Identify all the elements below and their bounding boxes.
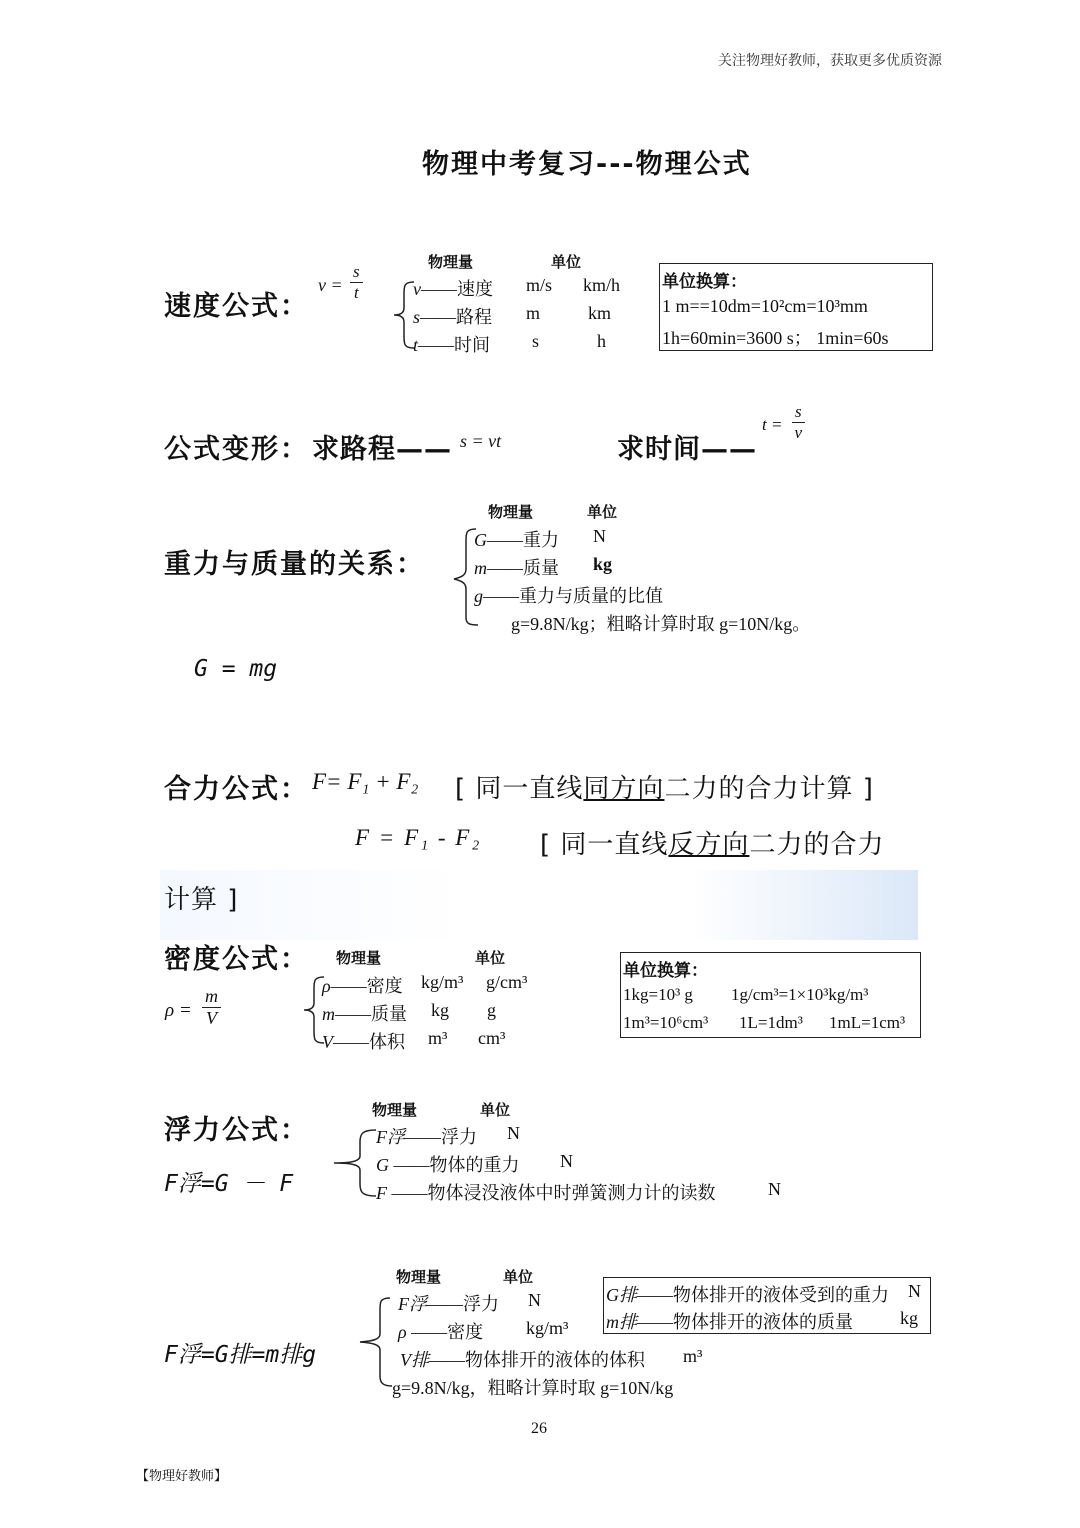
rho-name: 密度 [366,976,403,996]
speed-unit-header: 单位 [551,253,582,271]
ratio-sym: g [474,586,483,606]
density-conv-2a: 1m³=10⁶cm³ [623,1013,709,1032]
density-title: 密度公式： [164,944,309,975]
speed-row-velocity: v——速度 [413,279,493,299]
time-sym: t [413,335,419,355]
displaced-mass-desc: 物体排开的液体的质量 [673,1312,853,1332]
archimedes-formula: F浮=G排=m排g [164,1342,317,1368]
weight-name: 物体的重力 [429,1155,520,1175]
page-number: 26 [531,1420,547,1437]
displaced-weight-desc: 物体排开的液体受到的重力 [673,1285,889,1305]
desc2-part-b: 二力的合力 [749,830,885,860]
desc2-part-a: [ 同一直线 [540,830,669,860]
buoyancy-formula: F浮=G － F [164,1171,294,1197]
archimedes-box [603,1277,931,1334]
resultant-formula1: F= F₁ + F₂ [312,769,419,794]
gravity-unit-g: N [593,526,606,546]
gravity-formula: G = mg [194,656,278,682]
speed-quantity-header: 物理量 [428,253,474,271]
speed-row-time: t——时间 [413,335,491,355]
archimedes-unit-v: m³ [683,1346,703,1366]
gravity-quantity-header: 物理量 [488,503,534,521]
density-unit-header: 单位 [475,949,506,967]
density-unit2-v: cm³ [478,1028,506,1048]
speed-row-distance: s——路程 [413,307,493,327]
density-row-rho: ρ——密度 [322,976,403,996]
density-row-v: V——体积 [322,1032,405,1052]
buoyant-sym: F浮 [376,1127,405,1147]
speed-unit2-s: km [588,303,612,323]
density-conv-1b: 1g/cm³=1×10³kg/m³ [731,985,869,1004]
footer-brand: 【物理好教师】 [136,1469,228,1484]
density-unit1-rho: kg/m³ [421,972,464,992]
header-note: 关注物理好教师，获取更多优质资源 [718,53,942,69]
gravity-sym: G [474,530,487,550]
density-conv-2b: 1L=1dm³ [739,1013,803,1032]
buoyancy-unit-reading: N [768,1179,781,1199]
displaced-mass-sym: m排 [606,1312,637,1332]
density-mass-sym: m [322,1004,335,1024]
decorative-band [160,870,918,940]
speed-sym: v [413,279,421,299]
density-unit1-m: kg [431,1000,449,1020]
archimedes-box-row2: m排——物体排开的液体的质量 [606,1312,853,1332]
weight-sym: G [376,1155,389,1175]
archimedes-unit-f: N [528,1290,541,1310]
archimedes-brace [352,1296,392,1388]
distance-formula: s = vt [460,431,502,451]
find-distance-label: 求路程—— [312,434,452,465]
resultant-desc2-cont: 计算 ] [164,885,239,915]
volume-sym: V [322,1032,333,1052]
density-formula-num: m [202,986,221,1008]
archimedes-box-unit1: N [908,1281,921,1301]
time-formula-lhs: t = [762,415,783,434]
density-unit1-v: m³ [428,1028,448,1048]
archimedes-row-v: V排——物体排开的液体的体积 [400,1350,645,1370]
arch-buoyant-sym: F浮 [398,1294,427,1314]
gravity-unit-m: kg [593,554,613,574]
gravity-name: 重力 [523,530,559,550]
buoyancy-quantity-header: 物理量 [372,1101,418,1119]
archimedes-unit-header: 单位 [503,1268,534,1286]
desc1-same-direction: 同方向 [583,774,665,804]
time-formula-den: v [794,422,803,442]
archimedes-row-rho: ρ ——密度 [398,1322,484,1342]
density-formula-lhs: ρ = [165,1000,192,1021]
density-row-m: m——质量 [322,1004,407,1024]
density-conv-2c: 1mL=1cm³ [829,1013,906,1032]
resultant-formula2: F = F₁ - F₂ [355,825,482,850]
buoyancy-unit-header: 单位 [480,1101,511,1119]
buoyancy-unit-f: N [507,1123,520,1143]
gravity-title: 重力与质量的关系： [164,549,425,580]
distance-sym: s [413,307,421,327]
speed-unit2-t: h [597,331,606,351]
archimedes-note: g=9.8N/kg，粗略计算时取 g=10N/kg [392,1378,674,1398]
density-formula-den: V [206,1007,217,1028]
archimedes-row-f: F浮——浮力 [398,1294,499,1314]
arch-rho-sym: ρ [398,1322,407,1342]
buoyancy-row-reading: F ——物体浸没液体中时弹簧测力计的读数 [376,1183,716,1203]
arch-buoyant-name: 浮力 [463,1294,499,1314]
time-name: 时间 [454,335,491,355]
speed-unit1-v: m/s [526,275,553,295]
desc1-part-a: [ 同一直线 [455,774,584,804]
buoyant-name: 浮力 [441,1127,477,1147]
density-unit2-m: g [487,1000,496,1020]
reading-name: 物体浸没液体中时弹簧测力计的读数 [427,1183,716,1203]
archimedes-quantity-header: 物理量 [396,1268,442,1286]
displaced-weight-sym: G排 [606,1285,637,1305]
buoyancy-title: 浮力公式： [164,1115,309,1146]
speed-formula-num: s [350,262,363,283]
speed-unit2-v: km/h [583,275,621,295]
arch-volume-name: 物体排开的液体的体积 [465,1350,645,1370]
speed-conversion-line1: 1 m==10dm=10²cm=10³mm [662,296,868,316]
rho-sym: ρ [322,976,331,996]
speed-title: 速度公式： [164,291,309,322]
page-title: 物理中考复习---物理公式 [422,149,752,180]
speed-formula-den: t [353,282,359,302]
resultant-desc2 [540,824,884,861]
buoyancy-unit-g: N [560,1151,573,1171]
gravity-row-ratio: g——重力与质量的比值 [474,586,663,606]
arch-volume-sym: V排 [400,1350,429,1370]
speed-conversion-label: 单位换算： [662,272,747,291]
density-formula-fraction [202,986,221,1028]
time-formula-fraction [792,402,805,442]
density-mass-name: 质量 [371,1004,407,1024]
density-conversion-label: 单位换算： [623,961,708,980]
speed-conversion-box [659,263,933,351]
gravity-note: g=9.8N/kg；粗略计算时取 g=10N/kg。 [511,614,811,634]
find-time-label: 求时间—— [617,434,757,465]
archimedes-box-row1: G排——物体排开的液体受到的重力 [606,1285,889,1305]
buoyancy-row-f: F浮——浮力 [376,1127,477,1147]
buoyancy-brace [330,1128,380,1198]
speed-unit1-s: m [526,303,541,323]
density-conv-1a: 1kg=10³ g [623,985,693,1004]
buoyancy-row-g: G ——物体的重力 [376,1155,520,1175]
mass-name: 质量 [523,558,559,578]
transform-title: 公式变形： [164,434,309,465]
speed-formula-lhs: v = [318,275,343,295]
speed-formula-fraction [350,262,363,302]
archimedes-box-unit2: kg [900,1308,918,1328]
distance-name: 路程 [456,307,493,327]
reading-sym: F [376,1183,387,1203]
speed-name: 速度 [457,279,493,299]
time-formula-num: s [792,402,805,423]
mass-sym: m [474,558,487,578]
density-unit2-rho: g/cm³ [486,972,528,992]
gravity-unit-header: 单位 [587,503,618,521]
speed-conversion-line2: 1h=60min=3600 s； 1min=60s [662,328,889,348]
desc2-opposite-direction: 反方向 [668,830,750,860]
volume-name: 体积 [369,1032,405,1052]
ratio-name: 重力与质量的比值 [519,586,663,606]
density-conversion-box [620,952,921,1038]
resultant-title: 合力公式： [164,774,309,805]
resultant-desc1 [455,768,874,805]
desc1-part-b: 二力的合力计算 ] [664,774,874,804]
gravity-row-m: m——质量 [474,558,559,578]
arch-rho-name: 密度 [447,1322,484,1342]
gravity-row-g: G——重力 [474,530,559,550]
archimedes-unit-rho: kg/m³ [526,1318,569,1338]
density-quantity-header: 物理量 [336,949,382,967]
speed-unit1-t: s [532,331,540,351]
